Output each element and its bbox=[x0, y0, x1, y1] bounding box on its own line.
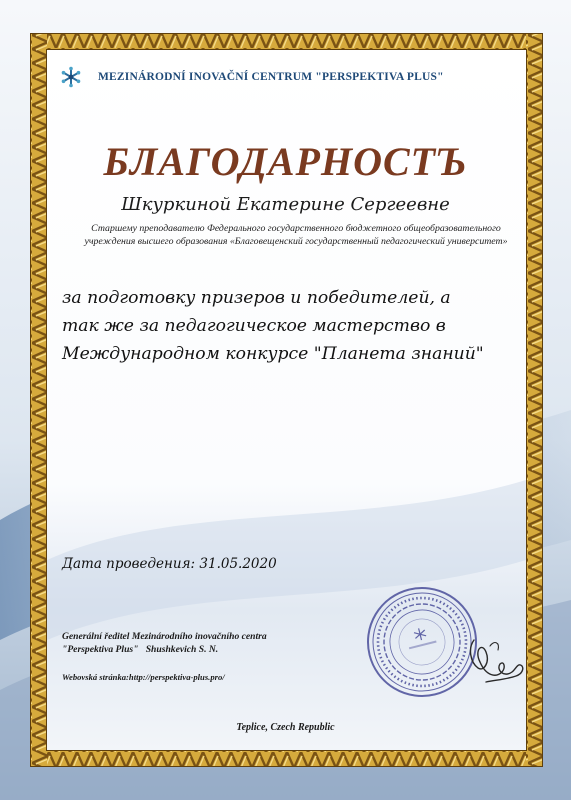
website-line: Webovská stránka:http://perspektiva-plus.pro/ bbox=[62, 672, 225, 682]
recipient-name: Шкуркиной Екатерине Сергеевне bbox=[121, 194, 450, 215]
header bbox=[60, 66, 444, 88]
award-reason bbox=[62, 284, 542, 368]
director-title: Generální ředitel Mezinárodního inovačního centra bbox=[62, 631, 267, 642]
director-block bbox=[62, 630, 267, 656]
reason-line: за подготовку призеров и победителей, а bbox=[62, 288, 451, 308]
director-signature bbox=[466, 632, 528, 688]
position-line: Старшему преподавателю Федерального государственного бюджетного общеобразовательного bbox=[91, 223, 501, 234]
organization-name: MEZINÁRODNÍ INOVAČNÍ CENTRUM "PERSPEKTIVA PLUS" bbox=[98, 71, 444, 83]
director-organization: "Perspektiva Plus" bbox=[62, 644, 139, 655]
director-name: Shushkevich S. N. bbox=[145, 644, 219, 655]
reason-line: Международном конкурсе "Планета знаний" bbox=[62, 344, 484, 364]
recipient-position bbox=[66, 222, 526, 248]
event-date: Дата проведения: 31.05.2020 bbox=[62, 556, 277, 572]
reason-line: так же за педагогическое мастерство в bbox=[62, 316, 446, 336]
snowflake-logo-icon bbox=[60, 66, 82, 88]
city-line: Teplice, Czech Republic bbox=[236, 722, 335, 733]
certificate-title: БЛАГОДАРНОСТЪ bbox=[103, 139, 468, 184]
position-line: учреждения высшего образования «Благовещенский государственный педагогический университет» bbox=[84, 236, 508, 247]
director-name-line bbox=[62, 643, 267, 656]
